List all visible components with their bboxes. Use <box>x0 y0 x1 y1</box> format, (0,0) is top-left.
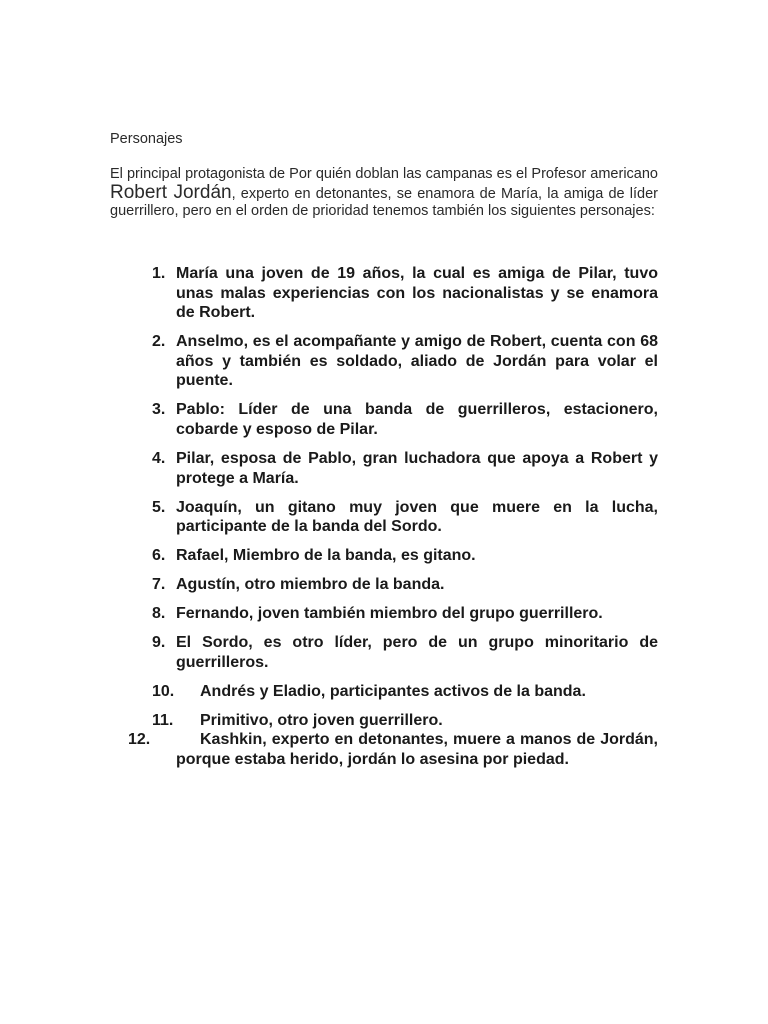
list-item-text: Pilar, esposa de Pablo, gran luchadora que apoya a Robert y protege a María. <box>176 449 658 487</box>
list-item-number: 5. <box>152 498 166 516</box>
list-item-number: 2. <box>152 333 166 351</box>
list-item-text: Kashkin, experto en detonantes, muere a manos de Jordán, porque estaba herido, jordán lo asesina por piedad. <box>176 731 658 768</box>
list-item <box>152 711 658 731</box>
protagonist-name: Robert Jordán <box>110 181 232 203</box>
list-item <box>152 332 658 391</box>
list-item <box>152 546 658 566</box>
list-item-number: 6. <box>152 547 166 565</box>
list-item-number: 10. <box>152 682 175 700</box>
list-item-text: Rafael, Miembro de la banda, es gitano. <box>176 547 476 565</box>
list-item-number: 9. <box>152 634 166 652</box>
list-item <box>152 400 658 439</box>
list-item <box>152 682 658 702</box>
list-item-text: Primitivo, otro joven guerrillero. <box>200 711 443 729</box>
list-item-number: 8. <box>152 605 166 623</box>
list-item-number: 3. <box>152 401 166 419</box>
intro-text-start: El principal protagonista de Por quién doblan las campanas es el Profesor americano <box>110 166 658 182</box>
list-item <box>128 730 658 769</box>
list-item-number: 12. <box>128 731 151 749</box>
list-item-text: Agustín, otro miembro de la banda. <box>176 576 445 594</box>
list-item <box>152 604 658 624</box>
character-list <box>128 264 658 779</box>
list-item <box>152 449 658 488</box>
list-item-text: Joaquín, un gitano muy joven que muere en la lucha, participante de la banda del Sordo. <box>176 498 658 536</box>
list-item-text: Anselmo, es el acompañante y amigo de Robert, cuenta con 68 años y también es soldado, aliado de Jordán para volar el puente. <box>176 333 658 390</box>
list-item <box>152 575 658 595</box>
list-item <box>152 633 658 672</box>
list-item <box>152 498 658 537</box>
list-item-number: 4. <box>152 449 166 467</box>
intro-text-end: , experto en detonantes, se enamora de María, la amiga de líder guerrillero, pero en el orden de prioridad tenemos también los siguientes personajes: <box>110 185 658 219</box>
list-item-number: 7. <box>152 576 166 594</box>
list-item-text: María una joven de 19 años, la cual es amiga de Pilar, tuvo unas malas experiencias con los nacionalistas y se enamora de Robert. <box>176 265 658 322</box>
list-item-number: 1. <box>152 265 166 282</box>
list-item-text: Pablo: Líder de una banda de guerrilleros, estacionero, cobarde y esposo de Pilar. <box>176 401 658 438</box>
intro-paragraph <box>110 166 658 221</box>
list-item-text: Andrés y Eladio, participantes activos de la banda. <box>200 682 586 700</box>
list-item <box>152 264 658 323</box>
list-item-text: Fernando, joven también miembro del grupo guerrillero. <box>176 605 603 623</box>
section-heading: Personajes <box>110 131 183 147</box>
list-item-text: El Sordo, es otro líder, pero de un grupo minoritario de guerrilleros. <box>176 634 658 671</box>
list-item-number: 11. <box>152 711 174 729</box>
